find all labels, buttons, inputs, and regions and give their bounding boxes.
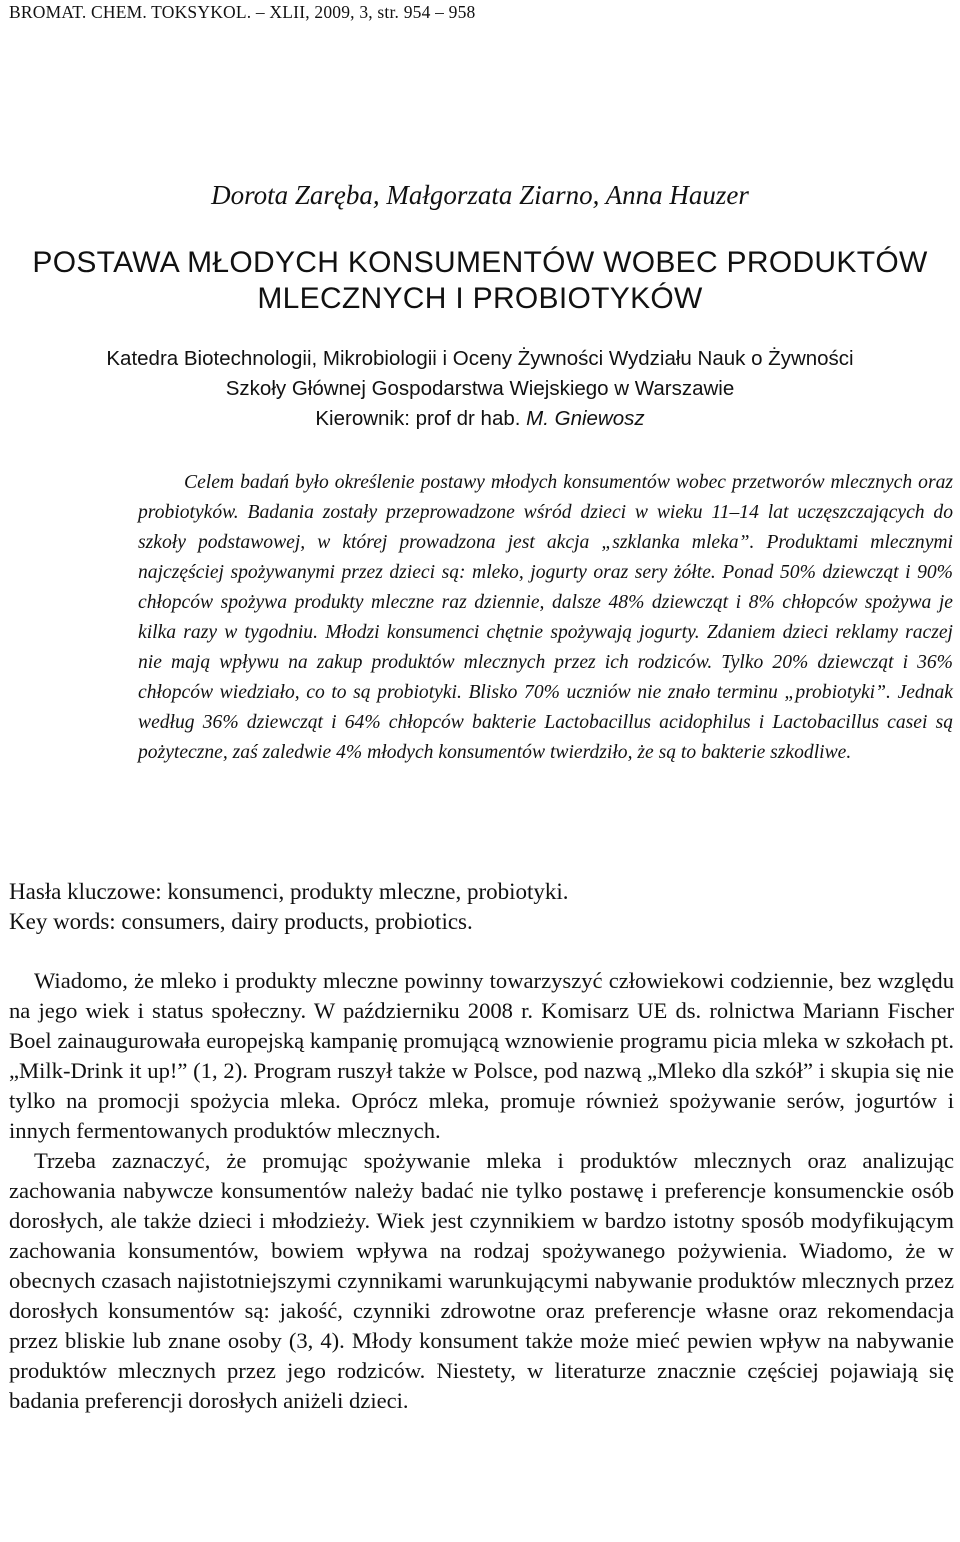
abstract-text: Celem badań było określenie postawy młodych konsumentów wobec przetworów mlecznych oraz probiotyków. Badania zostały przeprowadzone wśród dzieci w wieku 11–14 lat uczęszczających do szkoły podstawowej, w której prowadzona jest akcja „szklanka mleka”. Produktami mlecznymi najczęściej spożywanymi przez dzieci są: mleko, jogurty oraz sery żółte. Ponad 50% dziewcząt i 90% chłopców spożywa produkty mleczne raz dziennie, dalsze 48% dziewcząt i 8% chłopców spożywa je kilka razy w tygodniu. Młodzi konsumenci chętnie spożywają jogurty. Zdaniem dzieci reklamy raczej nie mają wpływu na zakup produktów mlecznych przez ich rodziców. Tylko 20% dziewcząt i 36% chłopców wiedziało, co to są probiotyki. Blisko 70% uczniów nie znało terminu „probiotyki”. Jednak według 36% dziewcząt i 64% chłopców bakterie Lactobacillus acidophilus i Lactobacillus casei są pożyteczne, zaś zaledwie 4% młodych konsumentów twierdziło, że są to bakterie szkodliwe.: [138, 472, 953, 763]
body-text: [9, 966, 954, 1416]
keywords-polish: Hasła kluczowe: konsumenci, produkty mleczne, probiotyki.: [9, 879, 569, 904]
running-head: BROMAT. CHEM. TOKSYKOL. – XLII, 2009, 3, str. 954 – 958: [9, 2, 476, 22]
abstract: [138, 468, 953, 768]
paragraph: Wiadomo, że mleko i produkty mleczne powinny towarzyszyć człowiekowi codziennie, bez względu na jego wiek i status społeczny. W październiku 2008 r. Komisarz UE ds. rolnictwa Mariann Fischer Boel zainaugurowała europejską kampanię promującą wznowienie programu picia mleka w szkołach pt. „Milk-Drink it up!” (1, 2). Program ruszył także w Polsce, pod nazwą „Mleko dla szkół” i skupia się nie tylko na promocji spożycia mleka. Oprócz mleka, promuje również spożywanie serów, jogurtów i innych fermentowanych produktów mlecznych.: [9, 968, 954, 1143]
article-title: [0, 245, 960, 317]
department-head-prefix: Kierownik: prof dr hab.: [315, 407, 527, 430]
authors: Dorota Zaręba, Małgorzata Ziarno, Anna Hauzer: [211, 180, 749, 210]
department-head: [0, 404, 960, 434]
department-head-name: M. Gniewosz: [526, 407, 645, 430]
paragraph: Trzeba zaznaczyć, że promując spożywanie mleka i produktów mlecznych oraz analizując zachowania nabywcze konsumentów należy badać nie tylko postawę i preferencje konsumenckie osób dorosłych, ale także dzieci i młodzieży. Wiek jest czynnikiem w bardzo istotny sposób modyfikującym zachowania konsumentów, bowiem wpływa na rodzaj spożywanego pożywienia. Wiadomo, że w obecnych czasach najistotniejszymi czynnikami warunkującymi nabywanie produktów mlecznych przez dorosłych konsumentów są: jakość, czynniki zdrowotne oraz preferencje własne oraz rekomendacja przez bliskie lub znane osoby (3, 4). Młody konsument także może mieć pewien wpływ na nabywanie produktów mlecznych przez jego rodziców. Niestety, w literaturze znacznie częściej pojawiają się badania preferencji dorosłych aniżeli dzieci.: [9, 1148, 954, 1413]
affiliation-line: Szkoły Głównej Gospodarstwa Wiejskiego w Warszawie: [225, 377, 735, 400]
affiliation-line: Katedra Biotechnologii, Mikrobiologii i Oceny Żywności Wydziału Nauk o Żywności: [106, 347, 854, 370]
keywords: [9, 877, 949, 937]
affiliation: [0, 344, 960, 434]
title-line: MLECZNYCH I PROBIOTYKÓW: [257, 282, 703, 315]
title-line: POSTAWA MŁODYCH KONSUMENTÓW WOBEC PRODUKTÓW: [32, 246, 928, 279]
keywords-english: Key words: consumers, dairy products, probiotics.: [9, 909, 473, 934]
